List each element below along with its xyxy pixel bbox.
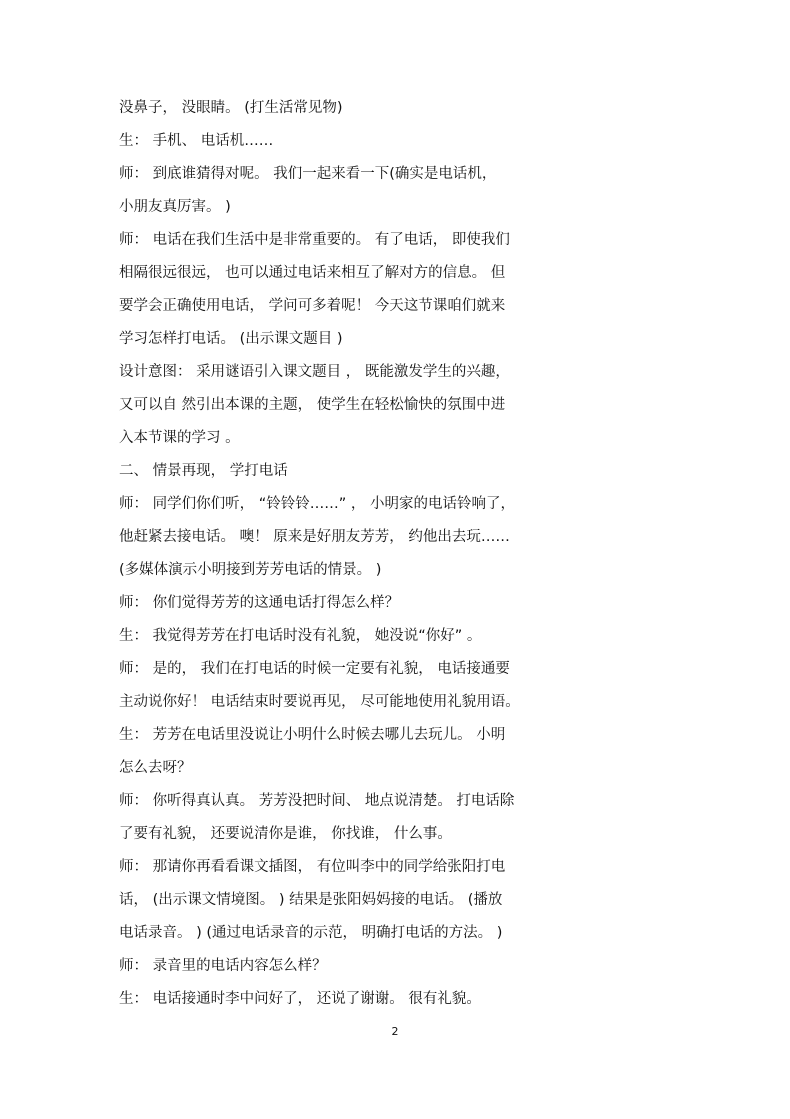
text-line: 怎么去呀？ [119, 760, 192, 776]
text-line: 师： 你听得真认真。 芳芳没把时间、 地点说清楚。 打电话除 [119, 793, 515, 809]
text-line: 相隔很远很远， 也可以通过电话来相互了解对方的信息。 但 [119, 265, 506, 281]
text-line: 小朋友真厉害。 ) [119, 199, 231, 215]
text-line: 生： 我觉得芳芳在打电话时没有礼貌， 她没说“你好” 。 [119, 628, 482, 644]
text-line: 生： 芳芳在电话里没说让小明什么时候去哪儿去玩儿。 小明 [119, 727, 506, 743]
text-line: 设计意图： 采用谜语引入课文题目 ， 既能激发学生的兴趣， [119, 364, 510, 380]
text-line: 学习怎样打电话。 (出示课文题目 ) [119, 331, 343, 347]
text-line: 主动说你好！ 电话结束时要说再见， 尽可能地使用礼貌用语。 [119, 694, 520, 710]
text-line: 师： 同学们你们听， “铃铃铃……” ， 小明家的电话铃响了， [119, 496, 515, 512]
text-line: 师： 录音里的电话内容怎么样？ [119, 958, 327, 974]
text-line: 生： 电话接通时李中问好了， 还说了谢谢。 很有礼貌。 [119, 991, 481, 1007]
text-line: (多媒体演示小明接到芳芳电话的情景。 ) [119, 562, 382, 578]
text-line: 师： 到底谁猜得对呢。 我们一起来看一下(确实是电话机， [119, 166, 497, 182]
page-number: 2 [391, 1025, 399, 1038]
text-line: 师： 那请你再看看课文插图， 有位叫李中的同学给张阳打电 [119, 859, 506, 875]
text-line: 师： 是的， 我们在打电话的时候一定要有礼貌， 电话接通要 [119, 661, 510, 677]
text-line: 师： 你们觉得芳芳的这通电话打得怎么样？ [119, 595, 400, 611]
section-heading: 二、 情景再现， 学打电话 [119, 463, 288, 479]
text-line: 入本节课的学习 。 [119, 430, 240, 446]
text-line: 了要有礼貌， 还要说清你是谁， 你找谁， 什么事。 [119, 826, 452, 842]
text-line: 生： 手机、 电话机…… [119, 133, 274, 149]
text-line: 又可以自 然引出本课的主题， 使学生在轻松愉快的氛围中进 [119, 397, 506, 413]
text-line: 没鼻子， 没眼睛。 (打生活常见物) [119, 100, 343, 116]
text-line: 师： 电话在我们生活中是非常重要的。 有了电话， 即使我们 [119, 232, 510, 248]
text-line: 要学会正确使用电话， 学问可多着呢！ 今天这节课咱们就来 [119, 298, 506, 314]
body-text [119, 92, 539, 1016]
text-line: 他赶紧去接电话。 噢！ 原来是好朋友芳芳， 约他出去玩…… [119, 529, 510, 545]
text-line: 电话录音。 ) (通过电话录音的示范， 明确打电话的方法。 ) [119, 925, 503, 941]
text-line: 话， (出示课文情境图。 ) 结果是张阳妈妈接的电话。 (播放 [119, 892, 503, 908]
